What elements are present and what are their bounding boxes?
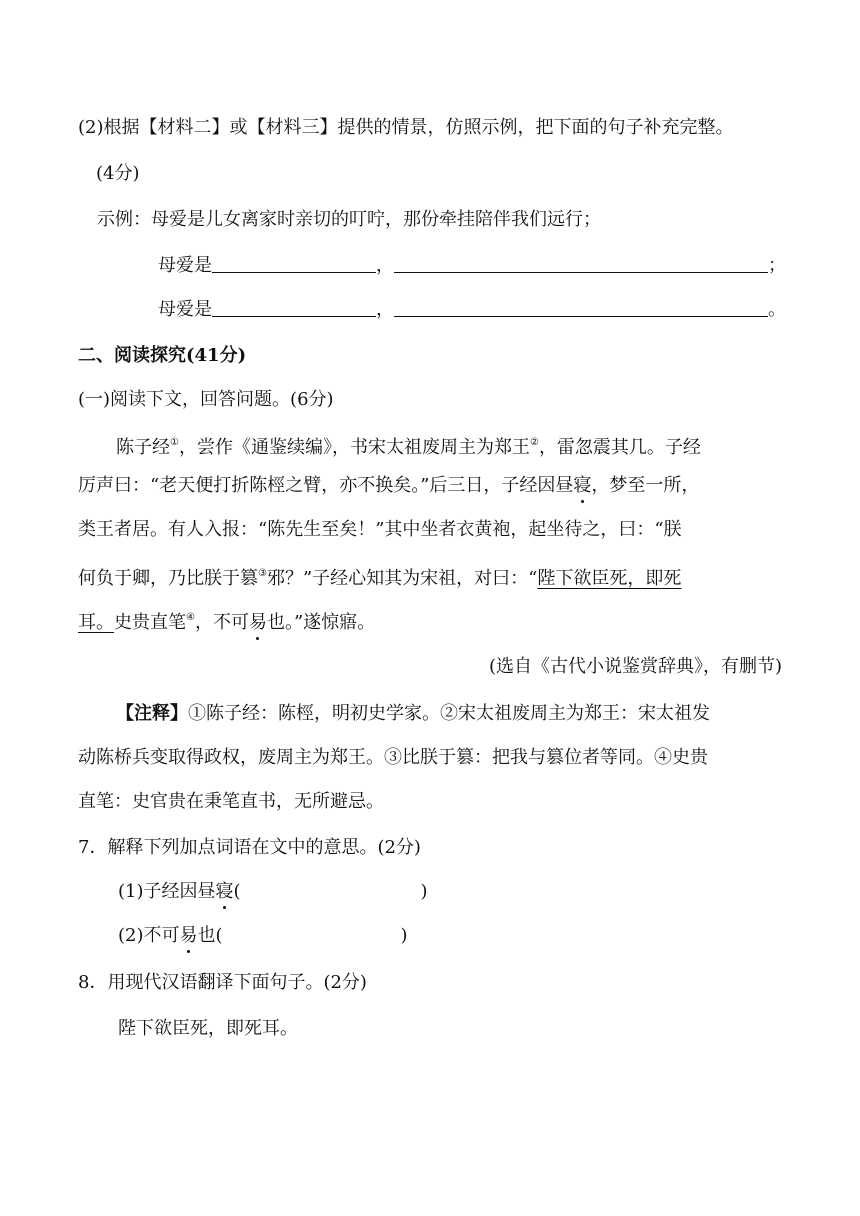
question-material-score: (4分)	[96, 163, 140, 184]
blank-2b[interactable]	[394, 300, 768, 317]
underlined-sentence-end: 耳。	[78, 612, 114, 633]
fill-line-2: 母爱是 ， 。	[158, 299, 786, 320]
notes-line-3: 直笔：史官贵在秉笔直书，无所避忌。	[78, 791, 384, 812]
question-material-instruction: (2)根据【材料二】或【材料三】提供的情景，仿照示例，把下面的句子补充完整。	[78, 117, 734, 138]
notes-line-2: 动陈桥兵变取得政权，废周主为郑王。③比朕于篡：把我与篡位者等同。④史贵	[78, 747, 708, 768]
passage-line-4: 何负于卿，乃比朕于篡③邪？”子经心知其为宋祖，对曰：“陛下欲臣死，即死	[78, 568, 682, 589]
blank-1a[interactable]	[212, 256, 376, 273]
question-7-item-2: (2)不可易也( )	[118, 925, 408, 946]
section-heading: 二、阅读探究(41分)	[78, 345, 247, 366]
fill-line-1: 母爱是 ， ；	[158, 255, 786, 276]
passage-line-2: 厉声曰：“老天便打折陈桱之臂，亦不换矣。”后三日，子经因昼寝，梦至一所，	[78, 475, 700, 496]
dotted-char: 寝	[573, 475, 592, 496]
passage-source: (选自《古代小说鉴赏辞典》，有删节)	[488, 656, 782, 677]
dotted-char: 寝	[215, 881, 234, 902]
passage-line-5: 耳。史贵直笔④，不可易也。”遂惊寤。	[78, 612, 376, 633]
sub-section-heading: (一)阅读下文，回答问题。(6分)	[78, 389, 334, 410]
underlined-sentence: 陛下欲臣死，即死	[537, 568, 682, 589]
question-7-title: 7．解释下列加点词语在文中的意思。(2分)	[78, 837, 421, 858]
dotted-char: 易	[179, 925, 198, 946]
blank-2a[interactable]	[212, 300, 376, 317]
question-7-item-1: (1)子经因昼寝( )	[118, 881, 428, 902]
example-sentence: 示例：母爱是儿女离家时亲切的叮咛，那份牵挂陪伴我们远行；	[97, 209, 601, 230]
notes-label: 【注释】	[116, 703, 188, 724]
question-8-title: 8．用现代汉语翻译下面句子。(2分)	[78, 972, 367, 993]
question-8-sentence: 陛下欲臣死，即死耳。	[118, 1018, 298, 1039]
blank-1b[interactable]	[394, 256, 768, 273]
dotted-char: 易	[248, 612, 267, 633]
notes-line-1: 【注释】①陈子经：陈桱，明初史学家。②宋太祖废周主为郑王：宋太祖发	[116, 703, 710, 724]
passage-line-1: 陈子经①，尝作《通鉴续编》，书宋太祖废周主为郑王②，雷忽震其几。子经	[116, 437, 701, 458]
passage-line-3: 类王者居。有人入报：“陈先生至矣！”其中坐者衣黄袍，起坐待之，曰：“朕	[78, 519, 682, 540]
